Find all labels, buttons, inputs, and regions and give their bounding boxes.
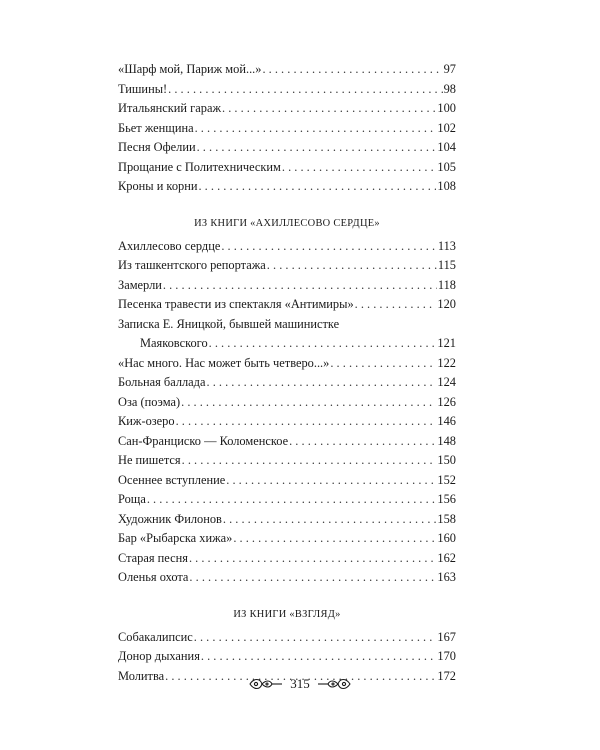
toc-entry bbox=[118, 568, 456, 588]
toc-entry-page: 118 bbox=[437, 277, 456, 292]
toc-entry-page: 108 bbox=[437, 179, 456, 193]
toc-section-2 bbox=[118, 237, 456, 588]
dot-leader bbox=[289, 432, 436, 452]
toc-entry-page: 97 bbox=[443, 62, 456, 76]
toc-entry-page: 120 bbox=[437, 297, 456, 311]
toc-entry bbox=[118, 451, 456, 471]
toc-entry-page: 146 bbox=[437, 414, 456, 428]
toc-entry-title: Тишины! bbox=[118, 81, 168, 96]
toc-entry-page: 126 bbox=[437, 394, 456, 409]
toc-entry-title: Итальянский гараж bbox=[118, 101, 222, 115]
table-of-contents bbox=[118, 60, 456, 686]
toc-section-1 bbox=[118, 60, 456, 197]
toc-entry-page: 158 bbox=[437, 511, 456, 526]
toc-entry-page: 172 bbox=[437, 668, 456, 683]
toc-entry bbox=[118, 119, 456, 139]
dot-leader bbox=[198, 177, 436, 197]
dot-leader bbox=[182, 451, 437, 471]
toc-entry-title: Не пишется bbox=[118, 453, 181, 467]
toc-entry bbox=[118, 628, 456, 648]
page-number: 315 bbox=[290, 676, 310, 691]
dot-leader bbox=[176, 412, 437, 432]
toc-entry-title: Старая песня bbox=[118, 550, 188, 565]
toc-entry-title: Из ташкентского репортажа bbox=[118, 258, 266, 272]
ornament-flourish-icon bbox=[248, 677, 284, 691]
page-footer bbox=[0, 676, 600, 692]
toc-entry-title: Художник Филонов bbox=[118, 511, 222, 526]
dot-leader bbox=[168, 80, 442, 100]
dot-leader bbox=[194, 628, 437, 648]
toc-entry-title: Оза (поэма) bbox=[118, 394, 181, 409]
dot-leader bbox=[221, 237, 437, 257]
toc-entry bbox=[118, 99, 456, 119]
toc-entry bbox=[118, 60, 456, 80]
dot-leader bbox=[189, 549, 436, 569]
toc-entry-title: Роща bbox=[118, 492, 146, 506]
toc-entry bbox=[118, 549, 456, 569]
toc-entry-page: 152 bbox=[437, 472, 456, 487]
toc-entry-page: 150 bbox=[437, 453, 456, 467]
toc-entry-page: 124 bbox=[437, 375, 456, 389]
dot-leader bbox=[195, 119, 437, 139]
toc-entry-title: Кроны и корни bbox=[118, 179, 198, 193]
toc-entry-title: Замерли bbox=[118, 277, 162, 292]
toc-entry bbox=[118, 490, 456, 510]
toc-entry bbox=[118, 315, 456, 354]
toc-entry bbox=[118, 373, 456, 393]
dot-leader bbox=[330, 354, 436, 374]
toc-entry bbox=[118, 276, 456, 296]
toc-entry-title: Оленья охота bbox=[118, 570, 189, 584]
toc-entry-title-continued: Маяковского bbox=[140, 336, 208, 350]
toc-entry bbox=[118, 177, 456, 197]
dot-leader bbox=[262, 60, 442, 80]
dot-leader bbox=[222, 99, 436, 119]
toc-entry-title: Осеннее вступление bbox=[118, 472, 226, 487]
toc-entry-title: Бар «Рыбарска хижа» bbox=[118, 531, 233, 545]
toc-entry-page: 156 bbox=[437, 492, 456, 506]
toc-entry-title: «Шарф мой, Париж мой...» bbox=[118, 62, 262, 76]
toc-entry-title: Сан-Франциско — Коломенское bbox=[118, 433, 289, 448]
toc-entry-page: 102 bbox=[437, 120, 456, 135]
dot-leader bbox=[267, 256, 437, 276]
toc-entry-title: Киж-озеро bbox=[118, 414, 175, 428]
toc-entry-page: 163 bbox=[437, 570, 456, 584]
dot-leader bbox=[181, 393, 436, 413]
section-heading-vzglyad: ИЗ КНИГИ «ВЗГЛЯД» bbox=[233, 608, 341, 620]
toc-entry-page: 162 bbox=[437, 550, 456, 565]
toc-entry bbox=[118, 80, 456, 100]
toc-entry bbox=[118, 647, 456, 667]
dot-leader bbox=[197, 138, 437, 158]
toc-entry-title: Записка Е. Яницкой, бывшей машинистке bbox=[118, 316, 340, 331]
toc-entry bbox=[118, 158, 456, 178]
toc-entry bbox=[118, 354, 456, 374]
toc-entry-title: Прощание с Политехническим bbox=[118, 159, 281, 174]
toc-entry-page: 115 bbox=[437, 258, 456, 272]
toc-entry bbox=[118, 256, 456, 276]
toc-entry-page: 148 bbox=[437, 433, 456, 448]
toc-entry-title: Донор дыхания bbox=[118, 649, 200, 663]
dot-leader bbox=[189, 568, 436, 588]
toc-entry-page: 113 bbox=[437, 238, 456, 253]
section-heading-achilles-heart: ИЗ КНИГИ «АХИЛЛЕСОВО СЕРДЦЕ» bbox=[194, 217, 380, 229]
dot-leader bbox=[233, 529, 436, 549]
dot-leader bbox=[355, 295, 437, 315]
toc-entry bbox=[118, 510, 456, 530]
dot-leader bbox=[223, 510, 437, 530]
toc-entry-page: 160 bbox=[437, 531, 456, 545]
toc-entry-page: 121 bbox=[437, 336, 456, 350]
toc-entry-page: 170 bbox=[437, 649, 456, 663]
toc-entry bbox=[118, 295, 456, 315]
toc-entry-title: Песенка травести из спектакля «Антимиры» bbox=[118, 297, 354, 311]
toc-entry-title: Песня Офелии bbox=[118, 140, 196, 154]
dot-leader bbox=[207, 373, 437, 393]
toc-entry bbox=[118, 412, 456, 432]
toc-entry-page: 104 bbox=[437, 140, 456, 154]
toc-entry-title: Собакалипсис bbox=[118, 629, 193, 644]
toc-entry bbox=[118, 393, 456, 413]
dot-leader bbox=[201, 647, 437, 667]
toc-entry bbox=[118, 529, 456, 549]
toc-entry-title: Ахиллесово сердце bbox=[118, 238, 221, 253]
toc-entry bbox=[118, 471, 456, 491]
ornament-flourish-icon bbox=[316, 677, 352, 691]
toc-entry-title: «Нас много. Нас может быть четверо...» bbox=[118, 355, 330, 370]
dot-leader bbox=[163, 276, 437, 296]
toc-entry-title: Молитва bbox=[118, 668, 165, 683]
toc-entry bbox=[118, 237, 456, 257]
dot-leader bbox=[226, 471, 436, 491]
dot-leader bbox=[282, 158, 437, 178]
toc-entry bbox=[118, 138, 456, 158]
toc-entry-page: 98 bbox=[443, 81, 456, 96]
toc-entry bbox=[118, 432, 456, 452]
toc-entry-title: Бьет женщина bbox=[118, 120, 194, 135]
toc-entry-page: 122 bbox=[437, 355, 456, 370]
toc-entry-page: 100 bbox=[437, 101, 456, 115]
toc-entry-page: 167 bbox=[437, 629, 456, 644]
toc-entry-title: Больная баллада bbox=[118, 375, 206, 389]
toc-entry-page: 105 bbox=[437, 159, 456, 174]
dot-leader bbox=[147, 490, 437, 510]
dot-leader bbox=[209, 334, 437, 354]
